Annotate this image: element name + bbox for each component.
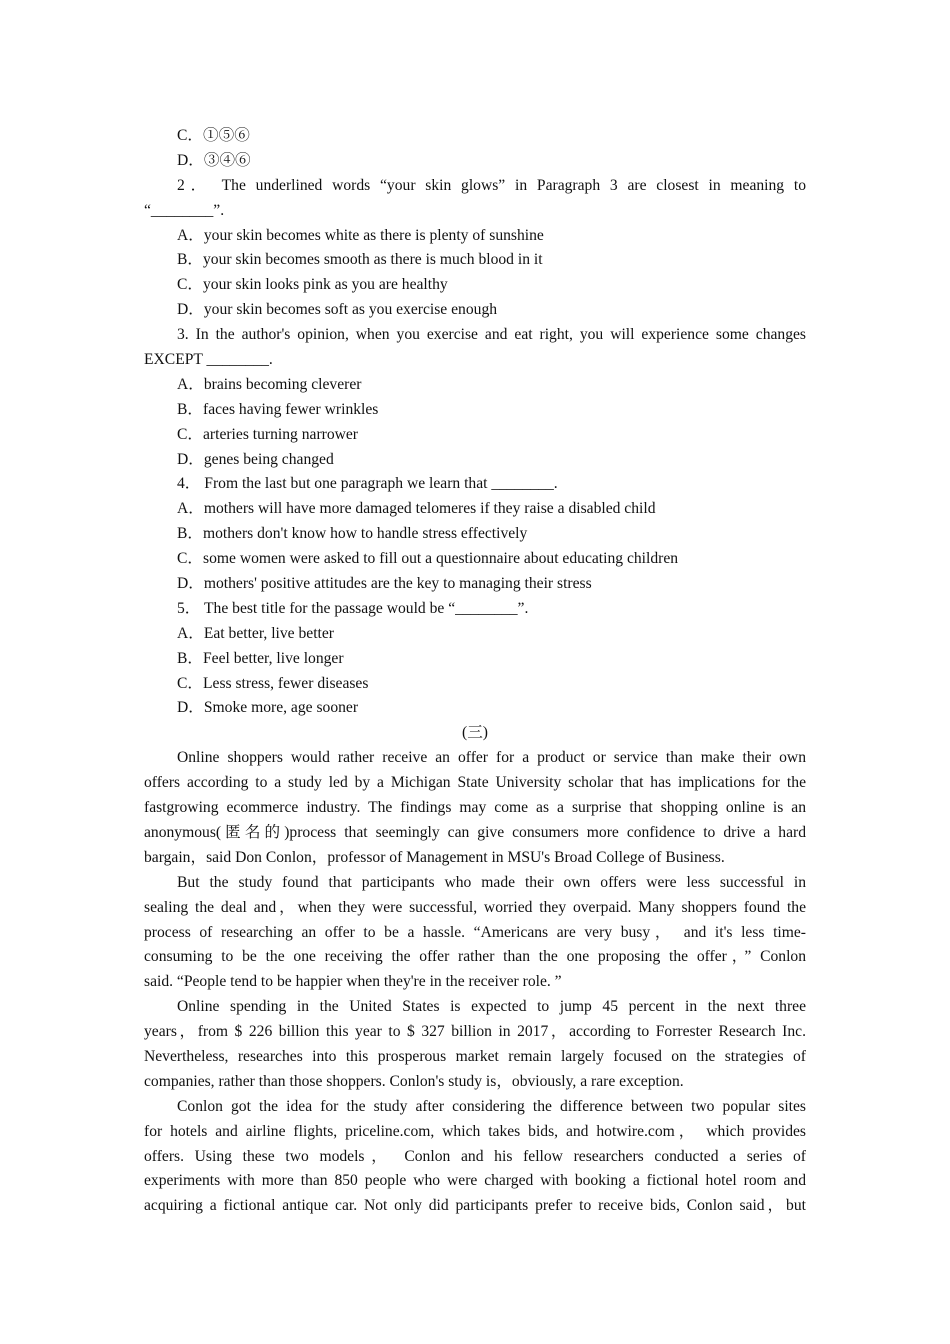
passage-line: years，from $ 226 billion this year to $ 327 billion in 2017，according to Forrester Research Inc. [144, 1023, 806, 1041]
passage-line: Nevertheless, researches into this prosperous market remain largely focused on the strategies of [144, 1047, 806, 1065]
question-4-option-d: D．mothers' positive attitudes are the key to managing their stress [177, 575, 592, 593]
question-5-option-b: B．Feel better, live longer [177, 649, 344, 667]
question-2-option-d: D．your skin becomes soft as you exercise enough [177, 301, 498, 319]
question-5-option-d: D．Smoke more, age sooner [177, 699, 359, 717]
question-4-option-c: C．some women were asked to fill out a questionnaire about educating children [177, 550, 679, 568]
passage-line: said. “People tend to be happier when they're in the receiver role. ” [144, 973, 562, 991]
passage-line: But the study found that participants who made their own offers were less successful in [177, 873, 806, 891]
option-label: C． [177, 127, 203, 144]
document-page [144, 124, 806, 1219]
question-4-option-a: A．mothers will have more damaged telomeres if they raise a disabled child [177, 500, 656, 518]
question-4-stem: 4． From the last but one paragraph we learn that ________. [177, 475, 558, 493]
passage-line: Conlon got the idea for the study after considering the difference between two popular sites [177, 1097, 806, 1115]
question-2-stem: 2． The underlined words “your skin glows” in Paragraph 3 are closest in meaning to [177, 176, 806, 194]
question-2-option-a: A．your skin becomes white as there is plenty of sunshine [177, 226, 544, 244]
question-3-stem: 3. In the author's opinion, when you exercise and eat right, you will experience some changes [177, 326, 806, 344]
passage-line: companies, rather than those shoppers. Conlon's study is，obviously, a rare exception. [144, 1072, 684, 1090]
question-4-option-b: B．mothers don't know how to handle stress effectively [177, 525, 528, 543]
question-2-option-b: B．your skin becomes smooth as there is much blood in it [177, 251, 543, 269]
passage-line: acquiring a fictional antique car. Not only did participants prefer to receive bids, Conlon said，but [144, 1197, 806, 1215]
passage-line: experiments with more than 850 people who were charged with booking a fictional hotel room and [144, 1172, 806, 1190]
passage-paragraph-2 [144, 871, 806, 995]
passage-paragraph-4 [144, 1095, 806, 1219]
option-label: D． [177, 151, 204, 169]
question-3-option-c: C．arteries turning narrower [177, 425, 359, 443]
question-5-stem: 5． The best title for the passage would be “________”. [177, 599, 529, 617]
passage-line: Online spending in the United States is expected to jump 45 percent in the next three [177, 998, 806, 1016]
passage-line: anonymous(匿名的)process that seemingly can give consumers more confidence to drive a hard [144, 823, 806, 841]
passage-line: sealing the deal and，when they were successful, worried they overpaid. Many shoppers found the [144, 898, 806, 916]
question-5-option-a: A．Eat better, live better [177, 624, 334, 642]
passage-line: process of researching an offer to be a hassle. “Americans are very busy， and it's less time- [144, 923, 806, 941]
question-3-stem-cont: EXCEPT ________. [144, 351, 273, 369]
passage-paragraph-3 [144, 995, 806, 1095]
question-5-option-c: C．Less stress, fewer diseases [177, 674, 369, 692]
question-2-option-c: C．your skin looks pink as you are healthy [177, 276, 448, 294]
section-heading: (三) [462, 724, 488, 742]
passage-line: fastgrowing ecommerce industry. The findings may come as a surprise that shopping online is an [144, 799, 806, 817]
passage-line: bargain，said Don Conlon，professor of Management in MSU's Broad College of Business. [144, 848, 725, 866]
question-3-option-a: A．brains becoming cleverer [177, 375, 362, 393]
option-text: ①⑤⑥ [203, 127, 250, 144]
option-text: ③④⑥ [203, 151, 251, 169]
passage-line: for hotels and airline flights, priceline.com, which takes bids, and hotwire.com， which provides [144, 1122, 806, 1140]
option-d [144, 149, 806, 174]
question-2-stem-cont: “________”. [144, 201, 225, 219]
question-3-option-b: B．faces having fewer wrinkles [177, 400, 379, 418]
passage-line: offers according to a study led by a Michigan State University scholar that has implications for the [144, 774, 806, 792]
passage-line: Online shoppers would rather receive an offer for a product or service than make their own [177, 749, 806, 767]
option-c [144, 124, 806, 149]
passage-line: offers. Using these two models， Conlon and his fellow researchers conducted a series of [144, 1147, 806, 1165]
passage-line: consuming to be the one receiving the offer rather than the one proposing the offer，” Conlon [144, 948, 806, 966]
passage-paragraph-1 [144, 746, 806, 870]
question-3-option-d: D．genes being changed [177, 450, 334, 468]
